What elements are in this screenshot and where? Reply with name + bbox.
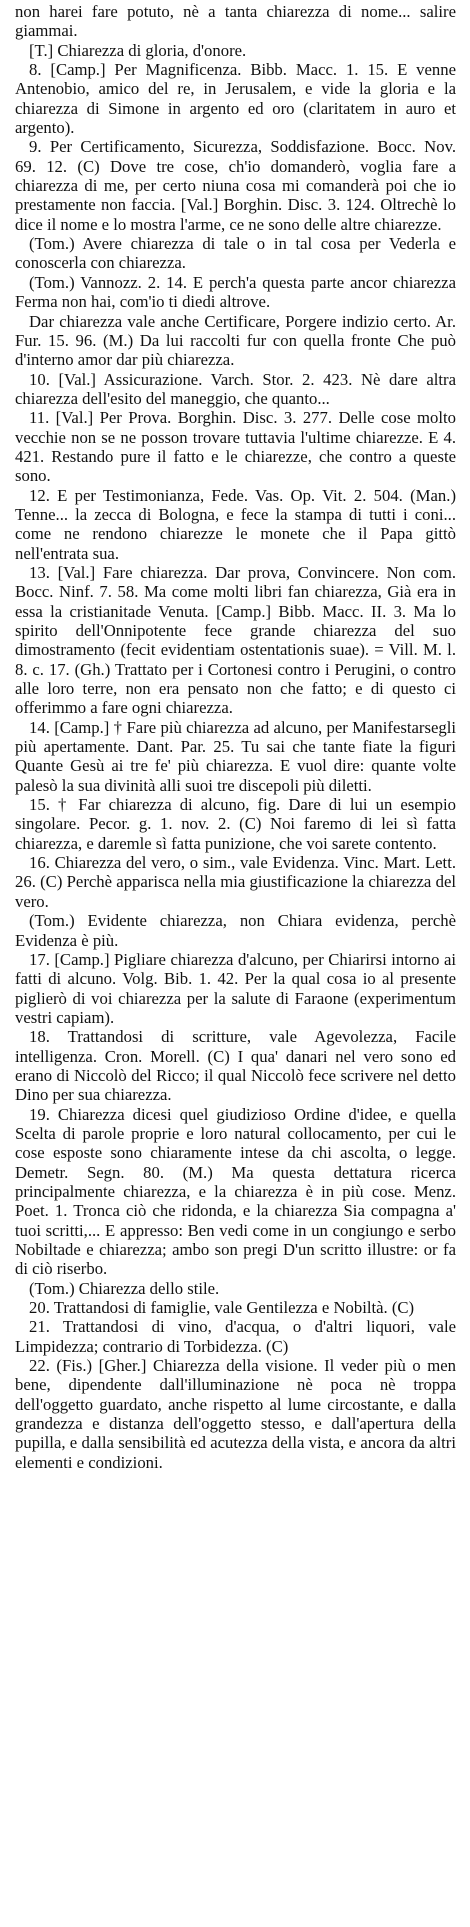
entry-line: [T.] Chiarezza di gloria, d'onore.	[29, 40, 247, 60]
sense-22: 22. (Fis.) [Gher.] Chiarezza della visione. Il veder più o men bene, dipendente dall'illuminazione nè poca nè troppa dell'oggetto guardato, anche rispetto al lume circostante, e dalla grandezza e distanza dell'oggetto stesso, e dall'apertura della pupilla, e dalla sensibilità ed acutezza della vista, e ancora da altri elementi e condizioni.	[15, 1356, 456, 1472]
sense-14: 14. [Camp.] † Fare più chiarezza ad alcuno, per Manifestarsegli più apertamente. Dant. Par. 25. Tu sai che tante fiate la figuri Quante Gesù ai tre fe' più chiarezza. E vuol dire: quante volte palesò la sua divinità alli suoi tre discepoli più diletti.	[15, 717, 456, 795]
sense-10: 10. [Val.] Assicurazione. Varch. Stor. 2. 423. Nè dare altra chiarezza dell'esito del maneggio, che quanto...	[15, 369, 456, 408]
note-tom-2: (Tom.) Vannozz. 2. 14. E perch'a questa parte ancor chiarezza Ferma non hai, com'io ti diedi altrove.	[15, 272, 456, 312]
sense-19: 19. Chiarezza dicesi quel giudizioso Ordine d'idee, e quella Scelta di parole proprie e loro natural collocamento, per cui le cose esposte sono chiaramente intese da chi ascolta, o legge. Demetr. Segn. 80. (M.) Ma questa dettatura ricerca principalmente chiarezza, e la chiarezza è in più cose. Menz. Poet. 1. Tronca ciò che ridonda, e la chiarezza Sia compagna a' tuoi scritti,... E appresso: Ben vedi come in un congiungo e serbo Nobiltade e chiarezza; ambo son pregi D'un scritto illustre: or fa di ciò riserbo.	[15, 1104, 456, 1279]
sense-13: 13. [Val.] Fare chiarezza. Dar prova, Convincere. Non com. Bocc. Ninf. 7. 58. Ma come molti libri fan chiarezza, Già era in essa la cristianitade Venuta. [Camp.] Bibb. Macc. II. 3. Ma lo spirito dell'Onnipotente fece grande chiarezza del suo dimostramento (fecit evidentiam ostentationis suae). = Vill. M. l. 8. c. 17. (Gh.) Trattato per i Cortonesi contro i Perugini, o contro alle loro terre, non era pensato non che fatto; e di questo ci offerimmo a fare ogni chiarezza.	[15, 562, 456, 718]
sense-17: 17. [Camp.] Pigliare chiarezza d'alcuno, per Chiarirsi intorno ai fatti di alcuno. Volg. Bib. 1. 42. Per la qual cosa io al presente piglierò di voi chiarezza per la salute di Faraone (experimentum vestri capiam).	[15, 949, 456, 1027]
sense-11: 11. [Val.] Per Prova. Borghin. Disc. 3. 277. Delle cose molto vecchie non se ne posson trovare tuttavia l'ultime chiarezze. E 4. 421. Restando pure il fatto e le chiarezze, che contro a queste sono.	[15, 408, 456, 486]
sense-21: 21. Trattandosi di vino, d'acqua, o d'altri liquori, vale Limpidezza; contrario di Torbidezza. (C)	[15, 1317, 456, 1356]
sense-8: 8. [Camp.] Per Magnificenza. Bibb. Macc. 1. 15. E venne Antenobio, amico del re, in Jerusalem, e vide la gloria e la chiarezza di Simone in argento ed oro (claritatem in auro et argento).	[15, 60, 456, 138]
sense-15: 15. † Far chiarezza di alcuno, fig. Dare di lui un esempio singolare. Pecor. g. 1. nov. 2. (C) Noi faremo di lei sì fatta chiarezza, e daremle sì fatta punizione, che voi sarete contento.	[15, 795, 456, 853]
sense-9: 9. Per Certificamento, Sicurezza, Soddisfazione. Bocc. Nov. 69. 12. (C) Dove tre cose, ch'io domanderò, voglia fare a chiarezza di me, per certo niuna cosa mi comanderà poi che io prestamente non faccia. [Val.] Borghin. Disc. 3. 124. Oltrechè lo dice il nome e lo mostra l'arme, ce ne sono delle altre chiarezze.	[15, 137, 456, 234]
sense-18: 18. Trattandosi di scritture, vale Agevolezza, Facile intelligenza. Cron. Morell. (C) I qua' danari nel vero sono ed erano di Niccolò del Ricco; il qual Niccolò fece scrivere nel detto Dino per sua chiarezza.	[15, 1027, 456, 1105]
note-tom-1: (Tom.) Avere chiarezza di tale o in tal cosa per Vederla e conoscerla con chiarezza.	[15, 234, 456, 273]
note-tom-3: (Tom.) Evidente chiarezza, non Chiara evidenza, perchè Evidenza è più.	[15, 911, 456, 950]
sense-20: 20. Trattandosi di famiglie, vale Gentilezza e Nobiltà. (C)	[29, 1298, 415, 1318]
subentry-dar-chiarezza: Dar chiarezza vale anche Certificare, Porgere indizio certo. Ar. Fur. 15. 96. (M.) Da lui raccolti fur con quella fronte Che può d'interno amor dar più chiarezza.	[15, 311, 456, 370]
note-tom-4: (Tom.) Chiarezza dello stile.	[29, 1278, 220, 1298]
entry-continuation: non harei fare potuto, nè a tanta chiarezza di nome... salire giammai.	[15, 2, 456, 41]
sense-12: 12. E per Testimonianza, Fede. Vas. Op. Vit. 2. 504. (Man.) Tenne... la zecca di Bologna, e fece la stampa di tutti i coni... come ne rendono chiarezze le monete che il Papa gittò nell'entrata sua.	[15, 485, 456, 563]
sense-16: 16. Chiarezza del vero, o sim., vale Evidenza. Vinc. Mart. Lett. 26. (C) Perchè apparisca nella mia giustificazione la chiarezza del vero.	[15, 853, 456, 911]
